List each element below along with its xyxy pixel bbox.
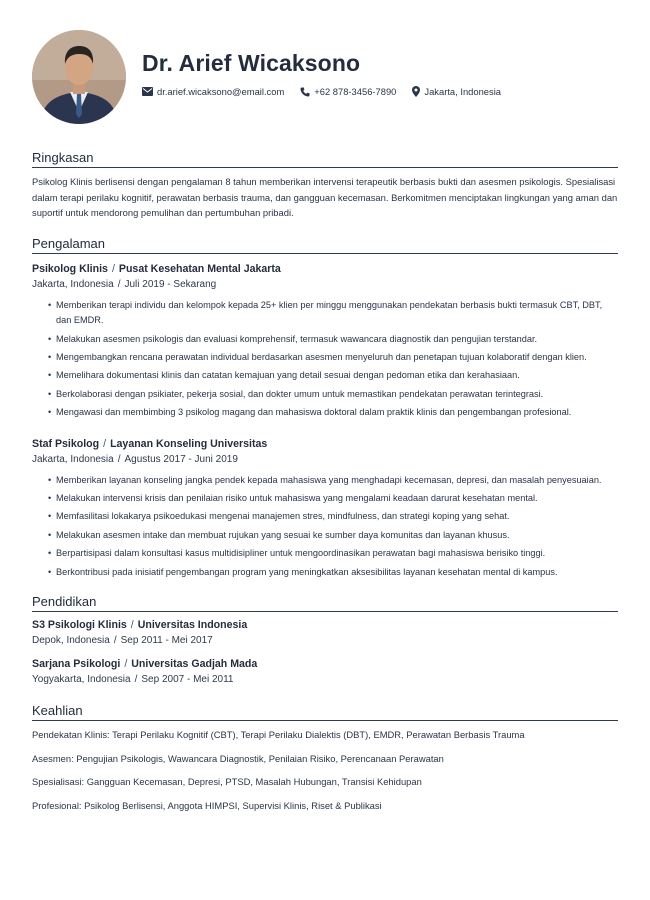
summary-text: Psikolog Klinis berlisensi dengan pengalaman 8 tahun memberikan intervensi terapeutik berbasis bukti dan asesmen psikologis. Spesialisasi dalam terapi perilaku kognitif, perawatan berbasis trauma, dan gangguan kecemasan. Berkomitmen menciptakan lingkungan yang aman dan suportif untuk mendorong pemulihan dan pertumbuhan pribadi. [32, 176, 618, 219]
summary-section [32, 150, 618, 221]
skill-line: Spesialisasi: Gangguan Kecemasan, Depresi, PTSD, Masalah Hubungan, Transisi Kehidupan [32, 776, 422, 788]
edu-meta-line [32, 672, 618, 687]
contact-email[interactable] [142, 86, 284, 97]
edu-degree: Sarjana Psikologi [32, 658, 121, 671]
separator: / [124, 658, 128, 671]
skill-line: Profesional: Psikolog Berlisensi, Anggota HIMPSI, Supervisi Klinis, Riset & Publikasi [32, 799, 382, 811]
separator: / [117, 278, 121, 290]
contact-row [142, 86, 517, 97]
job-entry [32, 262, 618, 421]
bullet-item: • Berkontribusi pada inisiatif pengembangan program yang meningkatkan aksesibilitas layanan kesehatan mental di kampus. [48, 565, 618, 580]
bullet-item: • Memfasilitasi lokakarya psikoedukasi mengenai manajemen stres, mindfulness, dan strategi koping yang sehat. [48, 509, 618, 524]
bullet-item: • Mengawasi dan membimbing 3 psikolog magang dan mahasiswa doktoral dalam praktik klinis dan pengembangan profesional. [48, 405, 618, 420]
edu-location: Depok, Indonesia [32, 635, 110, 647]
separator: / [111, 262, 115, 275]
edu-meta-line [32, 633, 618, 648]
edu-location: Yogyakarta, Indonesia [32, 674, 131, 686]
experience-section [32, 236, 618, 580]
location-pin-icon [412, 86, 420, 97]
profile-photo [32, 30, 126, 124]
job-bullets [32, 473, 618, 580]
edu-degree: S3 Psikologi Klinis [32, 619, 127, 632]
location-text: Jakarta, Indonesia [424, 86, 502, 97]
edu-dates: Sep 2007 - Mei 2011 [141, 674, 234, 686]
job-title-line [32, 437, 618, 451]
job-role: Psikolog Klinis [32, 262, 108, 275]
edu-title-line [32, 618, 618, 632]
job-org: Pusat Kesehatan Mental Jakarta [118, 262, 281, 275]
job-role: Staf Psikolog [32, 437, 100, 450]
contact-phone[interactable] [300, 86, 396, 97]
skill-line: Asesmen: Pengujian Psikologis, Wawancara Diagnostik, Penilaian Risiko, Perencanaan Perawatan [32, 752, 444, 764]
email-text: dr.arief.wicaksono@email.com [157, 86, 285, 97]
education-heading: Pendidikan [32, 594, 618, 612]
bullet-item: • Berpartisipasi dalam konsultasi kasus multidisipliner untuk mengoordinasikan perawatan bagi mahasiswa berisiko tinggi. [48, 546, 618, 561]
bullet-item: • Memberikan terapi individu dan kelompok kepada 25+ klien per minggu menggunakan pendekatan berbasis bukti termasuk CBT, DBT, dan EMDR. [48, 298, 618, 329]
summary-heading: Ringkasan [32, 150, 618, 168]
bullet-item: • Memberikan layanan konseling jangka pendek kepada mahasiswa yang menghadapi kecemasan, depresi, dan masalah penyesuaian. [48, 473, 618, 488]
job-meta-line [32, 452, 618, 467]
edu-title-line [32, 657, 618, 671]
job-meta-line [32, 277, 618, 292]
job-location: Jakarta, Indonesia [32, 278, 114, 290]
experience-heading: Pengalaman [32, 236, 618, 254]
skills-heading: Keahlian [32, 703, 618, 721]
resume-header [32, 0, 618, 150]
separator: / [113, 635, 117, 647]
bullet-item: • Memelihara dokumentasi klinis dan catatan kemajuan yang detail sesuai dengan pedoman etika dan kerahasiaan. [48, 368, 618, 383]
education-section [32, 594, 618, 687]
edu-dates: Sep 2011 - Mei 2017 [120, 635, 213, 647]
separator: / [130, 619, 134, 632]
separator: / [134, 674, 138, 686]
skills-section [32, 703, 618, 813]
job-entry [32, 437, 618, 580]
phone-text: +62 878-3456-7890 [314, 86, 397, 97]
candidate-name: Dr. Arief Wicaksono [142, 50, 361, 76]
job-dates: Agustus 2017 - Juni 2019 [124, 453, 238, 465]
bullet-item: • Mengembangkan rencana perawatan individual berdasarkan asesmen menyeluruh dan penetapan tujuan kolaboratif dengan klien. [48, 350, 618, 365]
edu-school: Universitas Gadjah Mada [131, 658, 258, 671]
education-entry [32, 618, 618, 648]
job-location: Jakarta, Indonesia [32, 453, 114, 465]
job-org: Layanan Konseling Universitas [110, 437, 268, 450]
edu-school: Universitas Indonesia [137, 619, 248, 632]
mail-icon [142, 87, 153, 96]
skills-list [32, 728, 618, 813]
separator: / [103, 437, 107, 450]
bullet-item: • Melakukan asesmen intake dan membuat rujukan yang sesuai ke sumber daya komunitas dan layanan khusus. [48, 528, 618, 543]
bullet-item: • Melakukan asesmen psikologis dan evaluasi komprehensif, termasuk wawancara diagnostik dan pengujian terstandar. [48, 332, 618, 347]
job-title-line [32, 262, 618, 276]
skill-line: Pendekatan Klinis: Terapi Perilaku Kognitif (CBT), Terapi Perilaku Dialektis (DBT), EMDR, Perawatan Berbasis Trauma [32, 729, 525, 741]
education-entry [32, 657, 618, 687]
header-info [142, 49, 517, 97]
bullet-item: • Melakukan intervensi krisis dan penilaian risiko untuk mahasiswa yang mengalami keadaan darurat kesehatan mental. [48, 491, 618, 506]
job-bullets [32, 298, 618, 421]
bullet-item: • Berkolaborasi dengan psikiater, pekerja sosial, dan dokter umum untuk memastikan pendekatan perawatan terintegrasi. [48, 387, 618, 402]
separator: / [117, 453, 121, 465]
phone-icon [300, 87, 310, 97]
contact-location [412, 86, 501, 97]
job-dates: Juli 2019 - Sekarang [124, 278, 217, 290]
